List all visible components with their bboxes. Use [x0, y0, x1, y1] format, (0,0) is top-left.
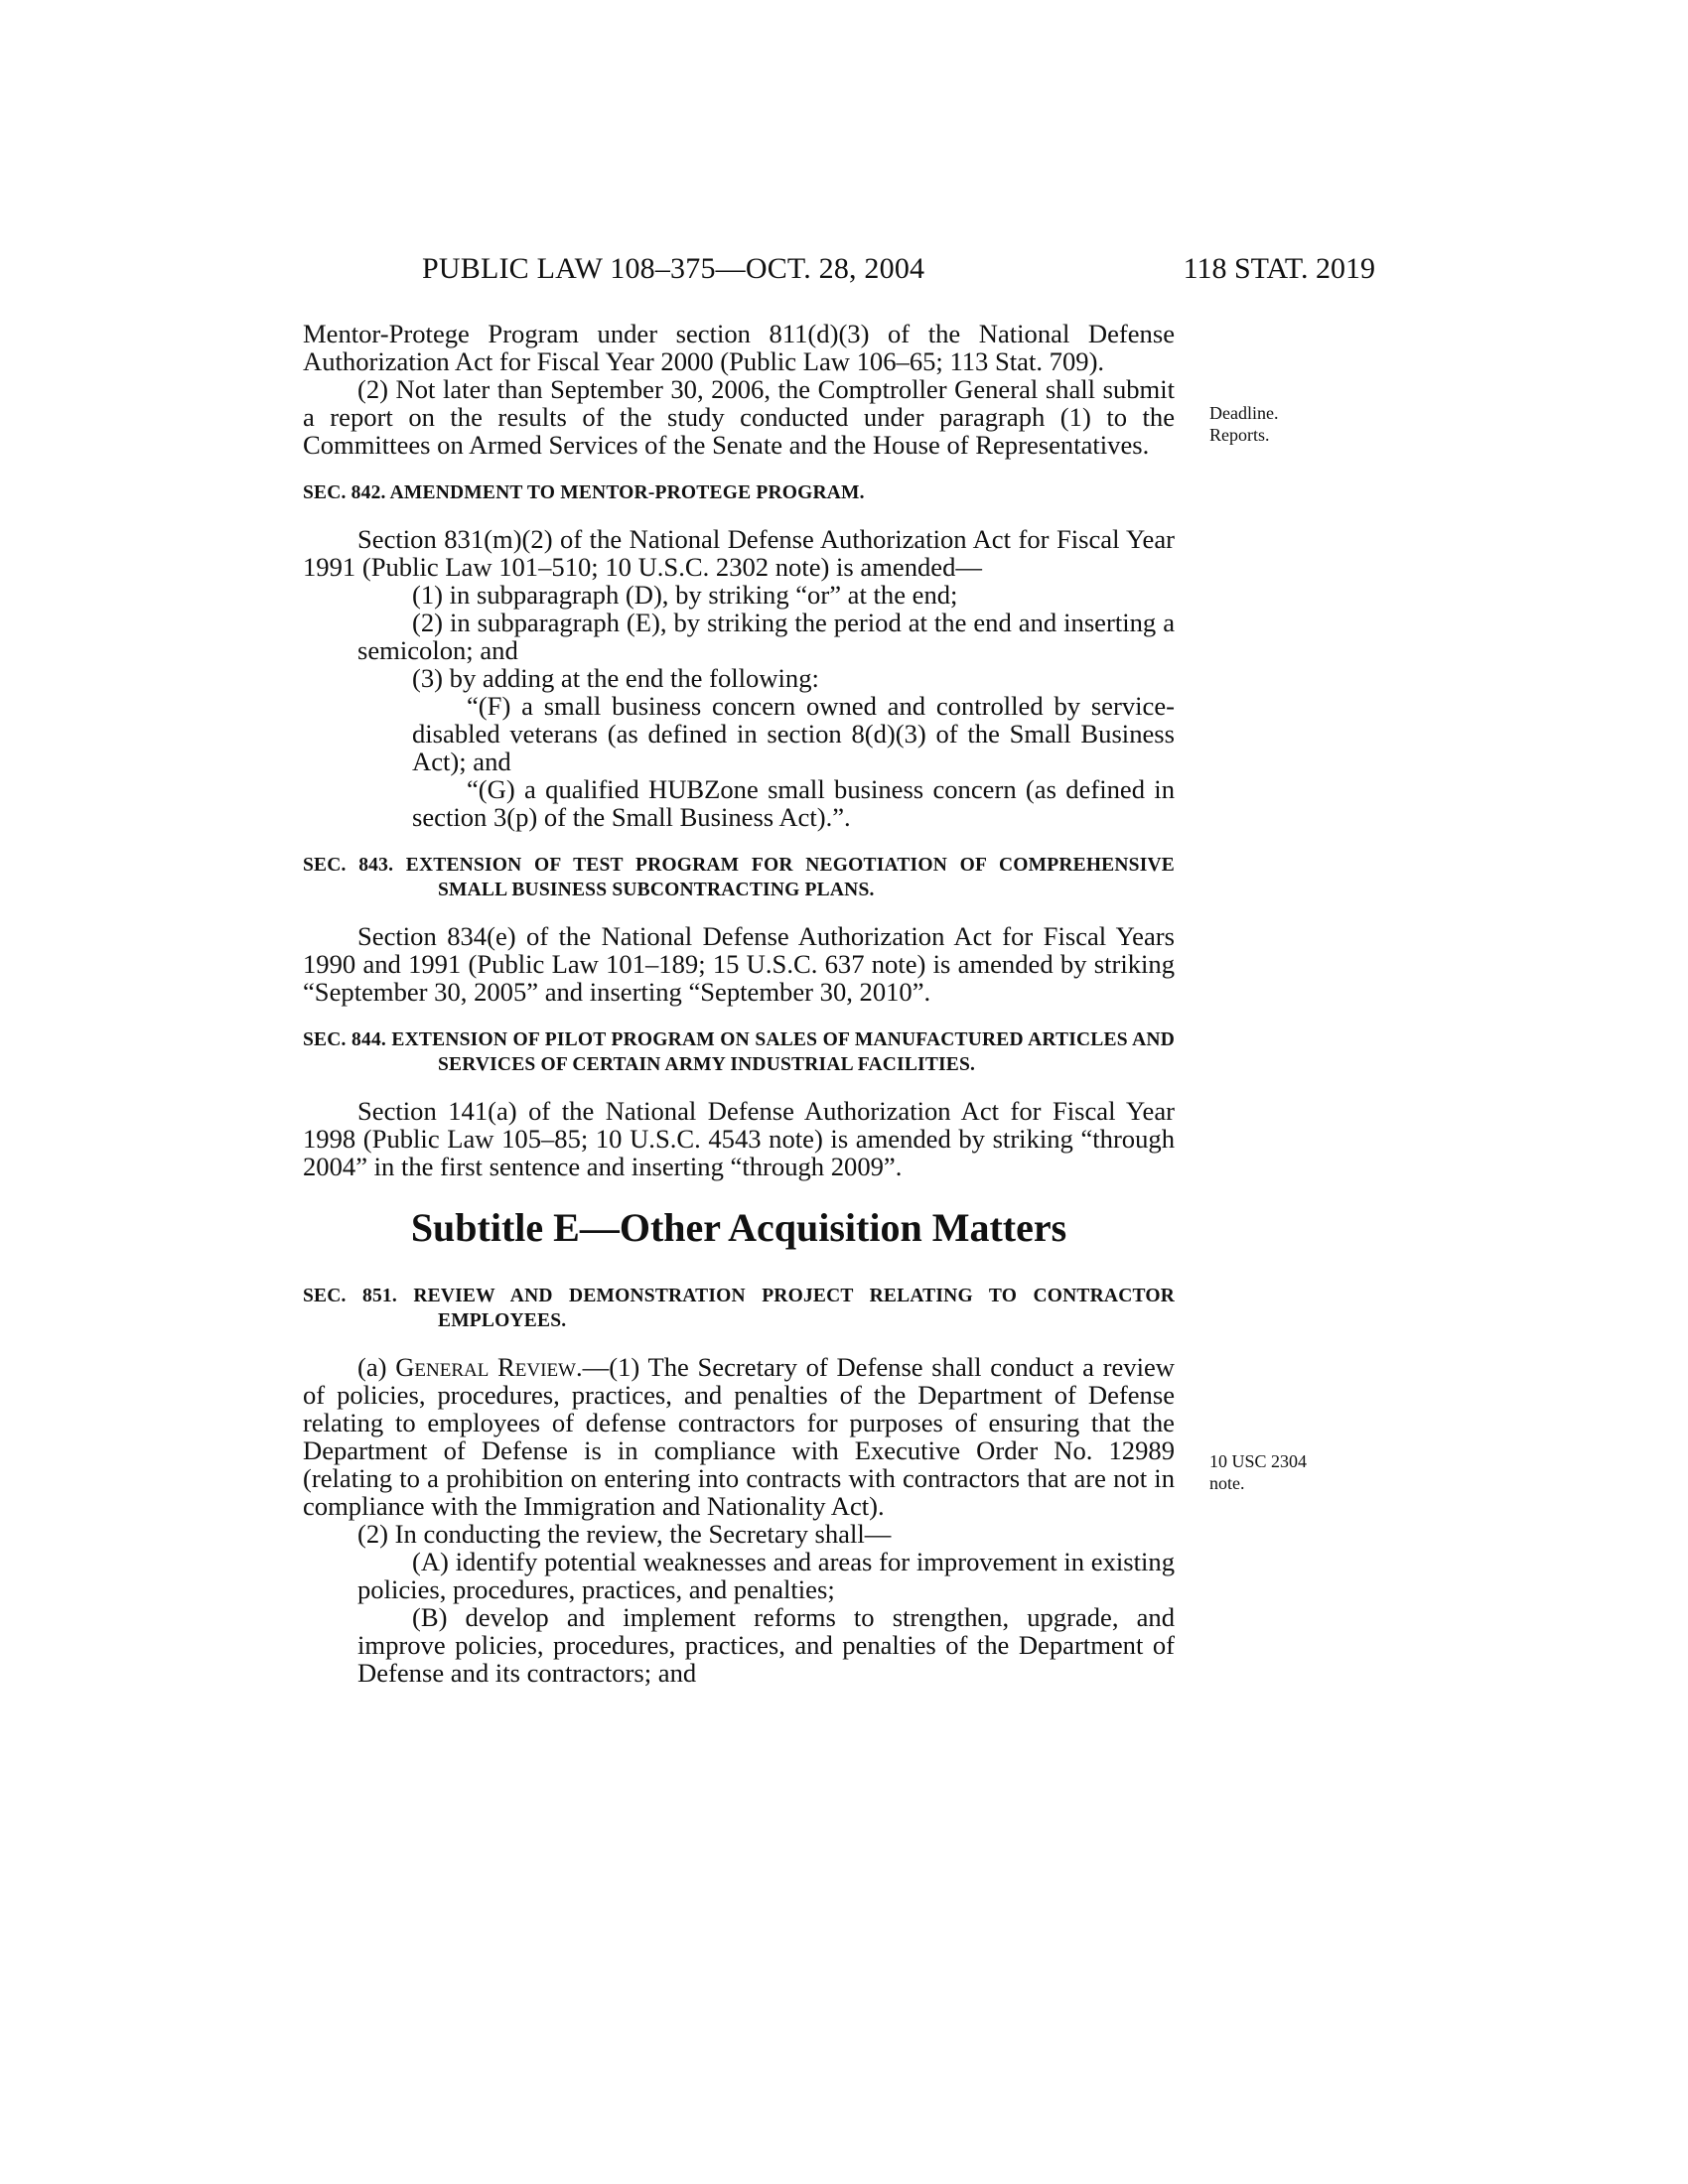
subtitle-e-heading: Subtitle E—Other Acquisition Matters — [410, 1205, 1067, 1250]
law-title: PUBLIC LAW 108–375—OCT. 28, 2004 — [422, 252, 925, 285]
sec-851-a-label: (a) — [357, 1352, 396, 1382]
margin-note-usc-text: 10 USC 2304 — [1209, 1451, 1308, 1471]
sec-842-quote-g: “(G) a qualified HUBZone small business concern (as defined in section 3(p) of the Small Business Act).”. — [412, 774, 1175, 832]
sec-851-item-b: (B) develop and implement reforms to strengthen, upgrade, and improve policies, procedures, practices, and penalties of the Department of Defense and its contractors; and — [357, 1602, 1175, 1688]
sec-842-heading: SEC. 842. AMENDMENT TO MENTOR-PROTEGE PROGRAM. — [303, 482, 865, 503]
sec-851-item-a: (A) identify potential weaknesses and areas for improvement in existing policies, procedures, practices, and penalties; — [357, 1547, 1175, 1604]
sec-842-item-3: (3) by adding at the end the following: — [412, 663, 819, 693]
stat-page-number: 118 STAT. 2019 — [1183, 252, 1375, 285]
sec-842-intro: Section 831(m)(2) of the National Defense Authorization Act for Fiscal Year 1991 (Public Law 101–510; 10 U.S.C. 2302 note) is amended— — [303, 524, 1175, 582]
continued-paragraph: Mentor-Protege Program under section 811(d)(3) of the National Defense Authorization Act for Fiscal Year 2000 (Public Law 106–65; 113 Stat. 709). — [303, 319, 1175, 376]
margin-note-note-text: note. — [1209, 1473, 1245, 1493]
paragraph-2-report: (2) Not later than September 30, 2006, the Comptroller General shall submit a report on the results of the study conducted under paragraph (1) to the Committees on Armed Services of the Senate and the House of Representatives. — [303, 374, 1175, 460]
document-body — [303, 320, 1175, 1687]
sec-842-item-1: (1) in subparagraph (D), by striking “or” at the end; — [412, 580, 958, 610]
sec-851-a-text: —(1) The Secretary of Defense shall conduct a review of policies, procedures, practices, and penalties of the Department of Defense relating to employees of defense contractors for purposes of ensuring that the Department of Defense is in compliance with Executive Order No. 12989 (relating to a prohibition on entering into contracts with contractors that are not in compliance with the Immigration and Nationality Act). — [303, 1352, 1175, 1521]
margin-note-reports-text: Reports. — [1209, 425, 1270, 445]
sec-842-quote-f: “(F) a small business concern owned and controlled by service-disabled veterans (as defined in section 8(d)(3) of the Small Business Act); and — [412, 691, 1175, 776]
margin-note-usc — [1209, 1450, 1348, 1494]
sec-851-subsection-a — [303, 1353, 1175, 1520]
sec-844-heading: SEC. 844. EXTENSION OF PILOT PROGRAM ON SALES OF MANUFACTURED ARTICLES AND SERVICES OF CERTAIN ARMY INDUSTRIAL FACILITIES. — [303, 1029, 1175, 1075]
sec-842-item-2: (2) in subparagraph (E), by striking the period at the end and inserting a semicolon; and — [357, 608, 1175, 665]
sec-851-heading: SEC. 851. REVIEW AND DEMONSTRATION PROJECT RELATING TO CONTRACTOR EMPLOYEES. — [303, 1286, 1175, 1331]
margin-note-deadline — [1209, 402, 1348, 446]
sec-843-heading: SEC. 843. EXTENSION OF TEST PROGRAM FOR NEGOTIATION OF COMPREHENSIVE SMALL BUSINESS SUBCONTRACTING PLANS. — [303, 855, 1175, 900]
margin-note-deadline-text: Deadline. — [1209, 403, 1279, 423]
sec-843-text: Section 834(e) of the National Defense Authorization Act for Fiscal Years 1990 and 1991 (Public Law 101–189; 15 U.S.C. 637 note) is amended by striking “September 30, 2005” and inserting “September 30, 2010”. — [303, 921, 1175, 1007]
sec-851-a-caption: General Review. — [395, 1352, 583, 1382]
sec-844-text: Section 141(a) of the National Defense Authorization Act for Fiscal Year 1998 (Public Law 105–85; 10 U.S.C. 4543 note) is amended by striking “through 2004” in the first sentence and inserting “through 2009”. — [303, 1096, 1175, 1181]
sec-851-paragraph-2: (2) In conducting the review, the Secretary shall— — [357, 1519, 892, 1549]
